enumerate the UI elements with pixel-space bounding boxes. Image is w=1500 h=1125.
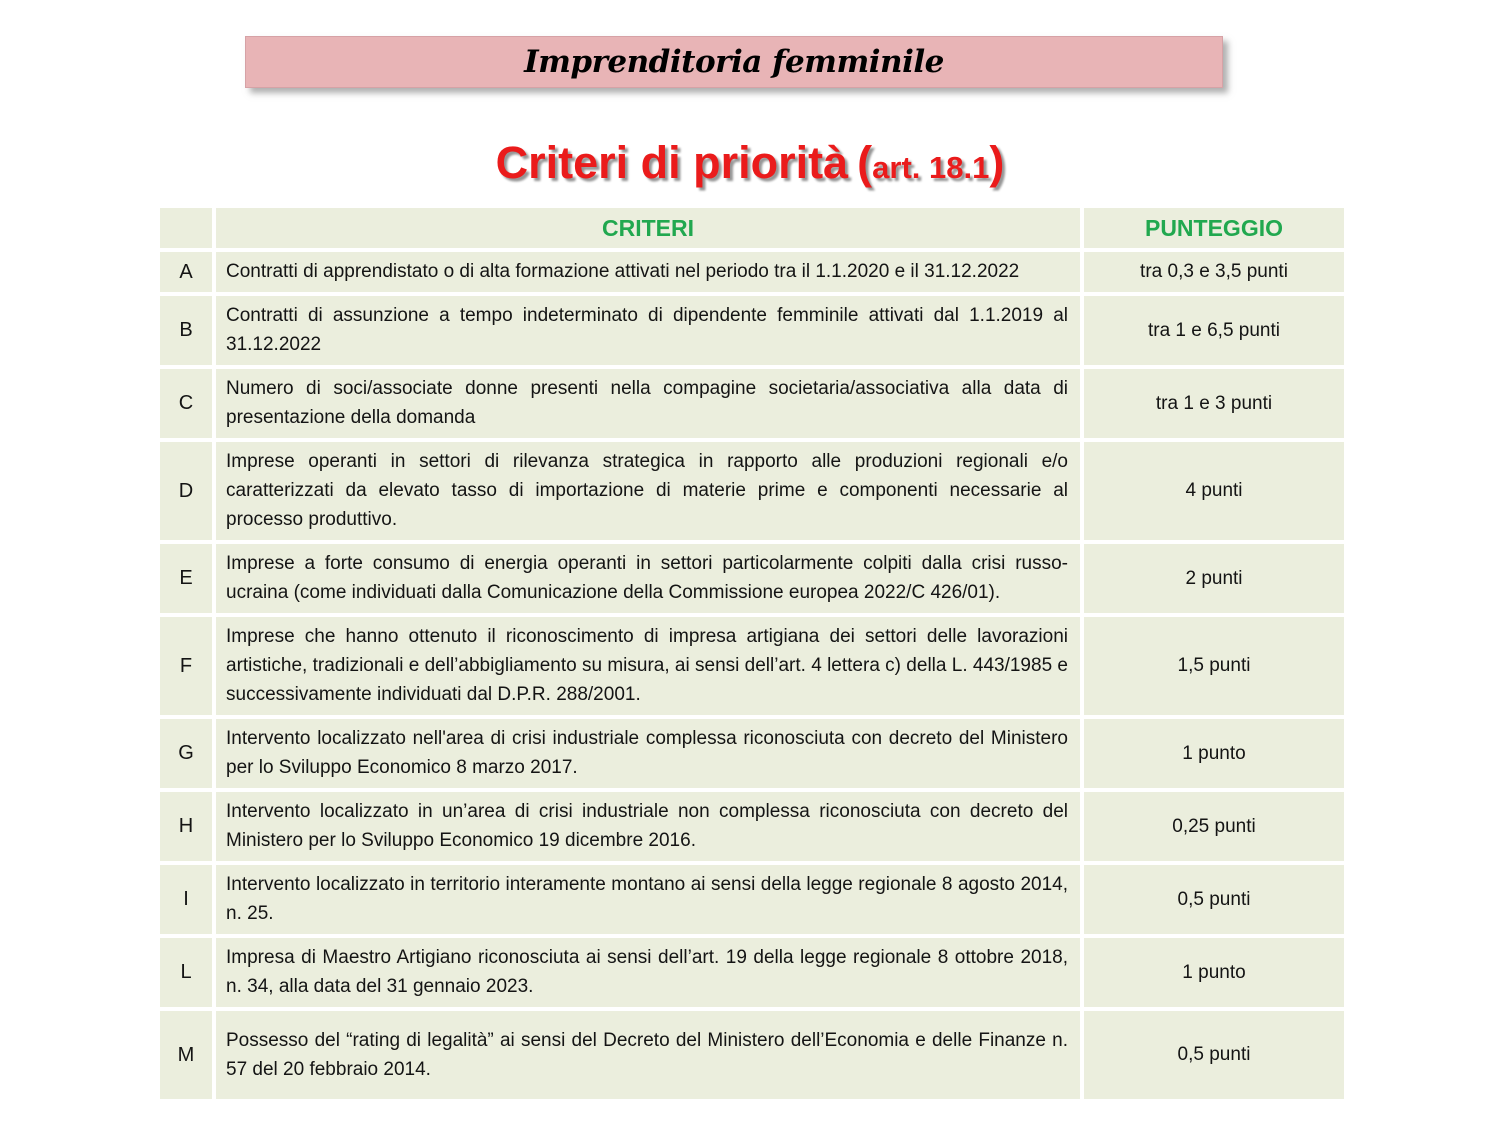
table-row	[158, 717, 1346, 790]
table-row	[158, 294, 1346, 367]
row-criteria: Imprese che hanno ottenuto il riconoscimento di impresa artigiana dei settori delle lavorazioni artistiche, tradizionali e dell’abbigliamento su misura, ai sensi dell’art. 4 lettera c) della L. 443/1985 e successivamente individuati dal D.P.R. 288/2001.	[214, 615, 1082, 717]
page-title-paren-close: )	[989, 137, 1005, 188]
row-score: tra 1 e 3 punti	[1082, 367, 1346, 440]
row-criteria: Intervento localizzato in un’area di crisi industriale non complessa riconosciuta con decreto del Ministero per lo Sviluppo Economico 19 dicembre 2016.	[214, 790, 1082, 863]
criteria-table-body	[158, 250, 1346, 1101]
row-letter: F	[158, 615, 214, 717]
row-letter: E	[158, 542, 214, 615]
row-score: tra 1 e 6,5 punti	[1082, 294, 1346, 367]
row-letter: A	[158, 250, 214, 294]
row-letter: B	[158, 294, 214, 367]
row-score: 1 punto	[1082, 717, 1346, 790]
row-criteria: Intervento localizzato in territorio interamente montano ai sensi della legge regionale 8 agosto 2014, n. 25.	[214, 863, 1082, 936]
row-score: 1,5 punti	[1082, 615, 1346, 717]
row-score: 0,25 punti	[1082, 790, 1346, 863]
row-criteria: Possesso del “rating di legalità” ai sensi del Decreto del Ministero dell’Economia e delle Finanze n. 57 del 20 febbraio 2014.	[214, 1009, 1082, 1101]
table-row	[158, 250, 1346, 294]
table-row	[158, 615, 1346, 717]
row-letter: G	[158, 717, 214, 790]
page-title-paren-open: (	[857, 137, 873, 188]
row-criteria: Intervento localizzato nell'area di crisi industriale complessa riconosciuta con decreto del Ministero per lo Sviluppo Economico 8 marzo 2017.	[214, 717, 1082, 790]
banner	[245, 36, 1223, 88]
row-criteria: Contratti di assunzione a tempo indeterminato di dipendente femminile attivati dal 1.1.2019 al 31.12.2022	[214, 294, 1082, 367]
row-letter: C	[158, 367, 214, 440]
row-criteria: Imprese operanti in settori di rilevanza strategica in rapporto alle produzioni regionali e/o caratterizzati da elevato tasso di importazione di materie prime e componenti necessarie al processo produttivo.	[214, 440, 1082, 542]
banner-title: Imprenditoria femminile	[524, 44, 944, 80]
row-letter: H	[158, 790, 214, 863]
table-row	[158, 863, 1346, 936]
criteria-table	[156, 204, 1348, 1103]
row-letter: D	[158, 440, 214, 542]
page-title	[0, 137, 1500, 189]
row-score: tra 0,3 e 3,5 punti	[1082, 250, 1346, 294]
table-row	[158, 1009, 1346, 1101]
criteria-table-header	[158, 206, 1346, 250]
row-score: 2 punti	[1082, 542, 1346, 615]
table-row	[158, 367, 1346, 440]
row-letter: I	[158, 863, 214, 936]
header-punteggio: PUNTEGGIO	[1082, 206, 1346, 250]
header-row	[158, 206, 1346, 250]
row-score: 1 punto	[1082, 936, 1346, 1009]
row-letter: M	[158, 1009, 214, 1101]
page-title-sub: art. 18.1	[872, 150, 990, 185]
table-row	[158, 936, 1346, 1009]
row-score: 0,5 punti	[1082, 863, 1346, 936]
table-row	[158, 542, 1346, 615]
row-criteria: Imprese a forte consumo di energia operanti in settori particolarmente colpiti dalla crisi russo-ucraina (come individuati dalla Comunicazione della Commissione europea 2022/C 426/01).	[214, 542, 1082, 615]
row-score: 4 punti	[1082, 440, 1346, 542]
row-criteria: Impresa di Maestro Artigiano riconosciuta ai sensi dell’art. 19 della legge regionale 8 ottobre 2018, n. 34, alla data del 31 gennaio 2023.	[214, 936, 1082, 1009]
row-criteria: Numero di soci/associate donne presenti nella compagine societaria/associativa alla data di presentazione della domanda	[214, 367, 1082, 440]
row-criteria: Contratti di apprendistato o di alta formazione attivati nel periodo tra il 1.1.2020 e il 31.12.2022	[214, 250, 1082, 294]
header-letter-cell	[158, 206, 214, 250]
row-letter: L	[158, 936, 214, 1009]
row-score: 0,5 punti	[1082, 1009, 1346, 1101]
table-row	[158, 790, 1346, 863]
table-row	[158, 440, 1346, 542]
page-title-main: Criteri di priorità	[495, 137, 849, 188]
header-criteri: CRITERI	[214, 206, 1082, 250]
